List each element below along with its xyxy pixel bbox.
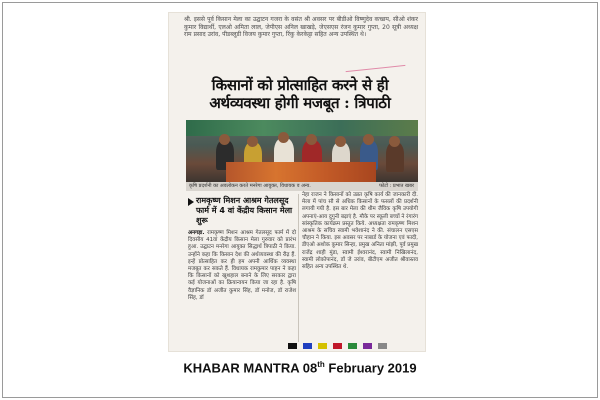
registration-swatch [288,343,297,349]
registration-swatch [363,343,372,349]
source-caption [0,360,600,375]
produce-display-table [226,162,376,182]
photo-caption-bar [186,182,418,191]
photo-figure-head [306,134,317,145]
right-body-text: नेहा राजन ने किसानों को उन्नत कृषि कार्य की जानकारी दी. मेला में पांच सौ से अधिक किसानों के फसलों की प्रदर्शनी लगायी गयी है. इस बार मेला की थीम जैविक कृषि उपयोगी अपनाएं-आय दुगुनी बढ़ाएं है. मौके पर स्कूली बच्चों ने रंगारंग सांस्कृतिक कार्यक्रम प्रस्तुत किये. अध्यक्षता रामकृष्ण मिशन आश्रम के सचिव स्वामी भवेशानंद ने की. संचालन एसएस चौहान ने किया. इस अवसर पर नाबार्ड के योजना एवं फादी, डीएओ अशोक कुमार सिन्हा, प्रमुख अनिता मांझी, पूर्व प्रमुख राजेंद्र शाही मुंडा, स्वामी ईश्वरानंद, स्वामी निखिलानंद, स्वामी लोकोपानंद, डॉ जे उरांव, बीटीएम अजीत श्रीवास्तव सहित अन्य उपस्थित थे. [302,192,419,271]
photo-figure-head [278,132,289,143]
caption-superscript: th [317,360,325,369]
intro-paragraph: श्री. इससे पूर्व किसान मेला का उद्घाटन गजरा के वसंत श्री अवसर पर बीडीओ विष्णुदेव कच्छप, सीओ शंकर कुमार विद्यार्थी, एलओ अमिता लाल, जेपीएस अनिल खाखड़े, जेएसएस रंजन कुमार गुप्ता, 20 सूत्री अध्यक्ष राम प्रसाद उरांव, पीडब्लूडी विजय कुमार गुप्ता, रिंकु केरकेट्टा सहित अन्य उपस्थित थे। [184,16,418,39]
left-body: रामकृष्ण मिशन आश्रम गेतलसूद फार्म में दो दिवसीय 41वां केंद्रीय किसान मेला गुरुवार को प्रारंभ हुआ. उद्घाटन मनरेगा आयुक्त सिद्धार्थ त्रिपाठी ने किया. उन्होंने कहा कि किसान देश की अर्थव्यवस्था की रीढ़ हैं. इन्हें प्रोत्साहित कर ही हम अपनी आर्थिक व्यवस्था मजबूत कर सकते हैं. विधायक रामकुमार पाहन ने कहा कि किसानों को खुशहाल बनाने के लिए सरकार द्वारा कई योजनाओं का क्रियान्वयन किया जा रहा है. कृषि वैज्ञानिक डॉ अजीत कुमार सिंह, डॉ मनोज, डॉ राजेश सिंह, डॉ [188,230,296,301]
registration-swatch [348,343,357,349]
newspaper-clipping [168,12,426,352]
photo-figure-head [363,134,374,145]
photo-figure-head [335,136,346,147]
photo-credit: फोटो : प्रभात खबर [379,183,414,189]
headline-line-1: किसानों को प्रोत्साहित करने से ही [211,76,389,94]
photo-figure-head [219,134,230,145]
left-column [188,196,296,302]
event-photo [186,120,418,182]
registration-swatch [303,343,312,349]
caption-suffix: February 2019 [324,360,417,376]
left-body-text [188,230,296,302]
sub-headline [188,196,296,226]
caption-prefix: KHABAR MANTRA 08 [183,360,318,376]
headline [182,76,418,112]
registration-swatch [378,343,387,349]
photo-caption: कृषि प्रदर्शनी का अवलोकन करते मनरेगा आयुक्त, विधायक व अन्य. [189,183,311,189]
color-registration-bar [288,342,418,350]
photo-figure-head [389,136,400,147]
triangle-bullet-icon [188,198,194,206]
column-divider [298,194,299,342]
headline-line-2: अर्थव्यवस्था होगी मजबूत : त्रिपाठी [209,94,391,112]
dateline: अनगड़ा. [188,230,205,236]
sub-headline-text: रामकृष्ण मिशन आश्रम गेतलसूद फार्म में 4 वां केंद्रीय किसान मेला शुरू [196,196,293,225]
photo-banner [186,120,418,136]
registration-swatch [318,343,327,349]
photo-figure-head [247,136,258,147]
registration-swatch [333,343,342,349]
